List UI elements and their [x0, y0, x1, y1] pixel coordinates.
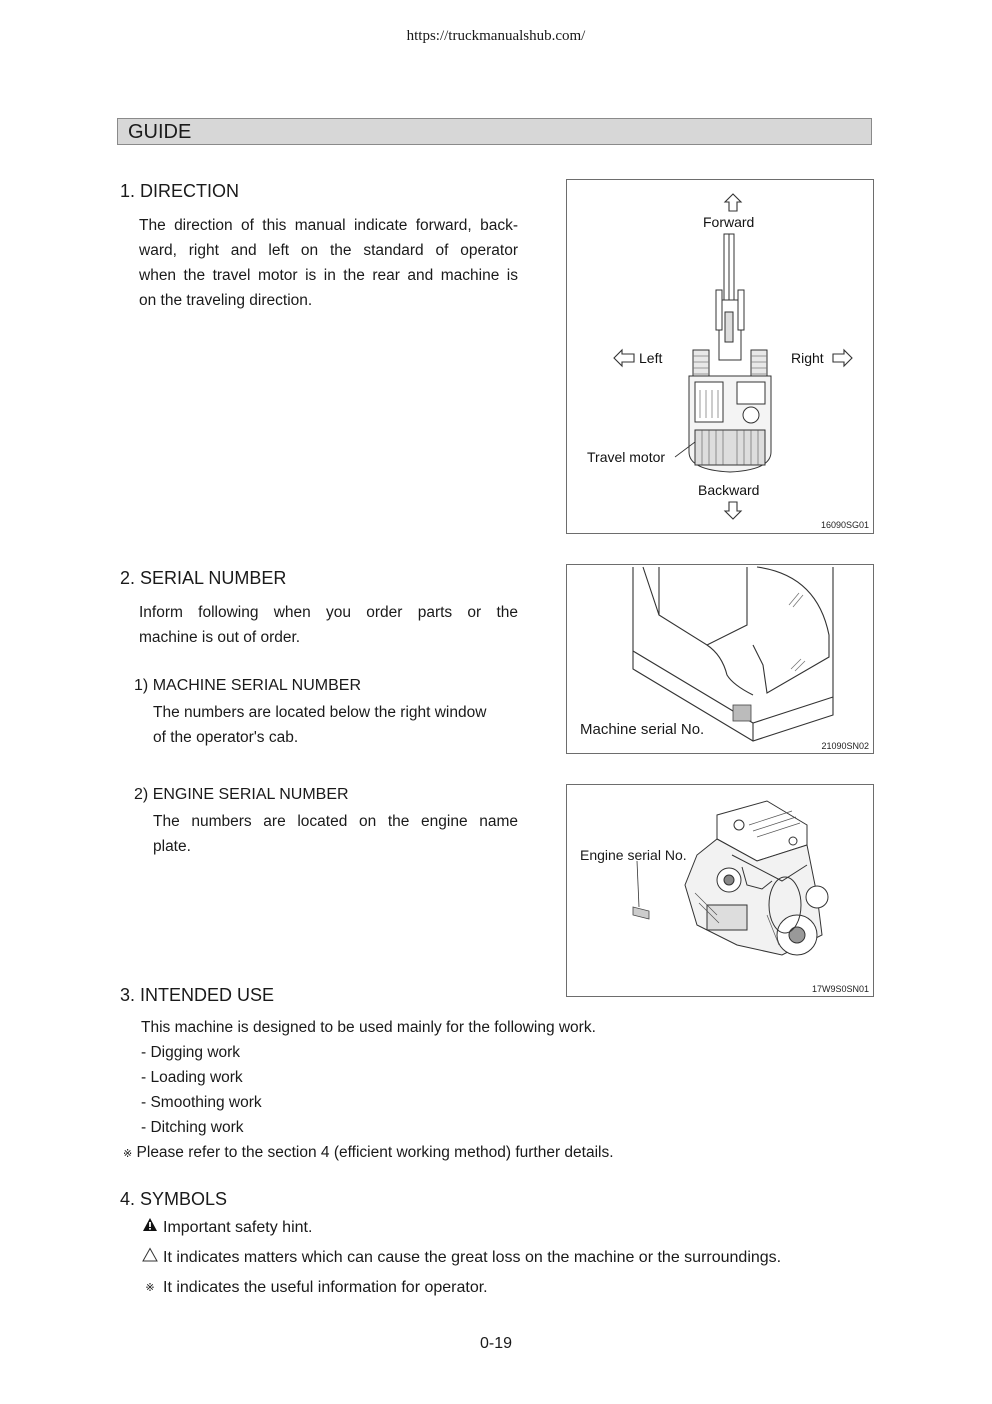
engine-serial-line: plate.	[153, 838, 191, 855]
serial-line: Inform following when you order parts or the	[139, 604, 518, 621]
direction-line: The direction of this manual indicate forward, back-	[139, 217, 518, 234]
list-item: - Digging work	[141, 1044, 241, 1061]
right-label: Right	[791, 350, 824, 366]
intended-use-note	[123, 1140, 614, 1167]
serial-heading: 2. SERIAL NUMBER	[120, 568, 287, 588]
direction-heading: 1. DIRECTION	[120, 181, 240, 201]
reference-mark-icon: ※	[123, 1148, 133, 1160]
intended-use-list	[141, 1040, 262, 1140]
note-text: Please refer to the section 4 (efficient working method) further details.	[136, 1144, 614, 1161]
serial-plate	[733, 705, 751, 721]
intended-use-intro: This machine is designed to be used mainly for the following work.	[141, 1019, 596, 1036]
figure-code: 16090SG01	[820, 520, 869, 530]
engine-serial-line: The numbers are located on the engine name	[153, 813, 518, 830]
direction-paragraph	[139, 213, 518, 313]
excavator-top-view-illustration	[567, 180, 873, 533]
engine-serial-paragraph	[153, 809, 518, 859]
header-url: https://truckmanualshub.com/	[406, 28, 586, 44]
forward-arrow-icon	[725, 194, 741, 211]
direction-line: on the traveling direction.	[139, 292, 313, 309]
section-title: GUIDE	[128, 121, 192, 143]
subheading-number: 2)	[134, 786, 149, 803]
left-arrow-icon	[614, 350, 634, 366]
left-label: Left	[639, 350, 663, 366]
intended-use-heading: 3. INTENDED USE	[120, 985, 275, 1005]
list-item: - Smoothing work	[141, 1094, 262, 1111]
section-title-bar	[117, 118, 872, 145]
serial-line: machine is out of order.	[139, 629, 301, 646]
machine-serial-line: The numbers are located below the right window	[153, 704, 487, 721]
figure-code: 17W9S0SN01	[811, 984, 869, 994]
caution-outline-triangle-icon	[141, 1243, 159, 1273]
symbol-text: Important safety hint.	[163, 1219, 313, 1236]
reference-mark-icon: ※	[145, 1282, 155, 1294]
symbol-item	[141, 1243, 781, 1273]
subheading-number: 1)	[134, 677, 149, 694]
serial-paragraph	[139, 600, 518, 650]
symbol-item	[141, 1273, 781, 1303]
direction-line: when the travel motor is in the rear and machine is	[139, 267, 518, 284]
engine-serial-figure	[566, 784, 874, 997]
travel-motor-label: Travel motor	[587, 449, 666, 465]
symbols-list	[141, 1213, 781, 1303]
direction-line: ward, right and left on the standard of operator	[139, 242, 518, 259]
engine-serial-label: Engine serial No.	[580, 847, 687, 863]
subheading-text: MACHINE SERIAL NUMBER	[152, 677, 362, 694]
machine-serial-label: Machine serial No.	[580, 721, 705, 738]
list-item: - Ditching work	[141, 1119, 244, 1136]
engine-name-plate	[633, 907, 649, 919]
symbol-text: It indicates the useful information for operator.	[163, 1279, 488, 1296]
symbols-heading: 4. SYMBOLS	[120, 1189, 228, 1209]
list-item: - Loading work	[141, 1069, 243, 1086]
machine-serial-line: of the operator's cab.	[153, 729, 299, 746]
engine-illustration	[567, 785, 873, 996]
figure-code: 21090SN02	[821, 741, 869, 751]
backward-arrow-icon	[725, 502, 741, 519]
machine-serial-subheading	[134, 677, 361, 695]
symbol-item	[141, 1213, 781, 1243]
right-arrow-icon	[833, 350, 852, 366]
direction-figure	[566, 179, 874, 534]
subheading-text: ENGINE SERIAL NUMBER	[152, 786, 349, 803]
forward-label: Forward	[703, 214, 755, 230]
backward-label: Backward	[698, 482, 760, 498]
page-number: 0-19	[479, 1335, 513, 1352]
machine-serial-figure	[566, 564, 874, 754]
warning-filled-triangle-icon	[141, 1213, 159, 1243]
machine-serial-paragraph	[153, 700, 518, 750]
symbol-text: It indicates matters which can cause the great loss on the machine or the surroundings.	[163, 1249, 782, 1266]
engine-serial-subheading	[134, 786, 349, 804]
